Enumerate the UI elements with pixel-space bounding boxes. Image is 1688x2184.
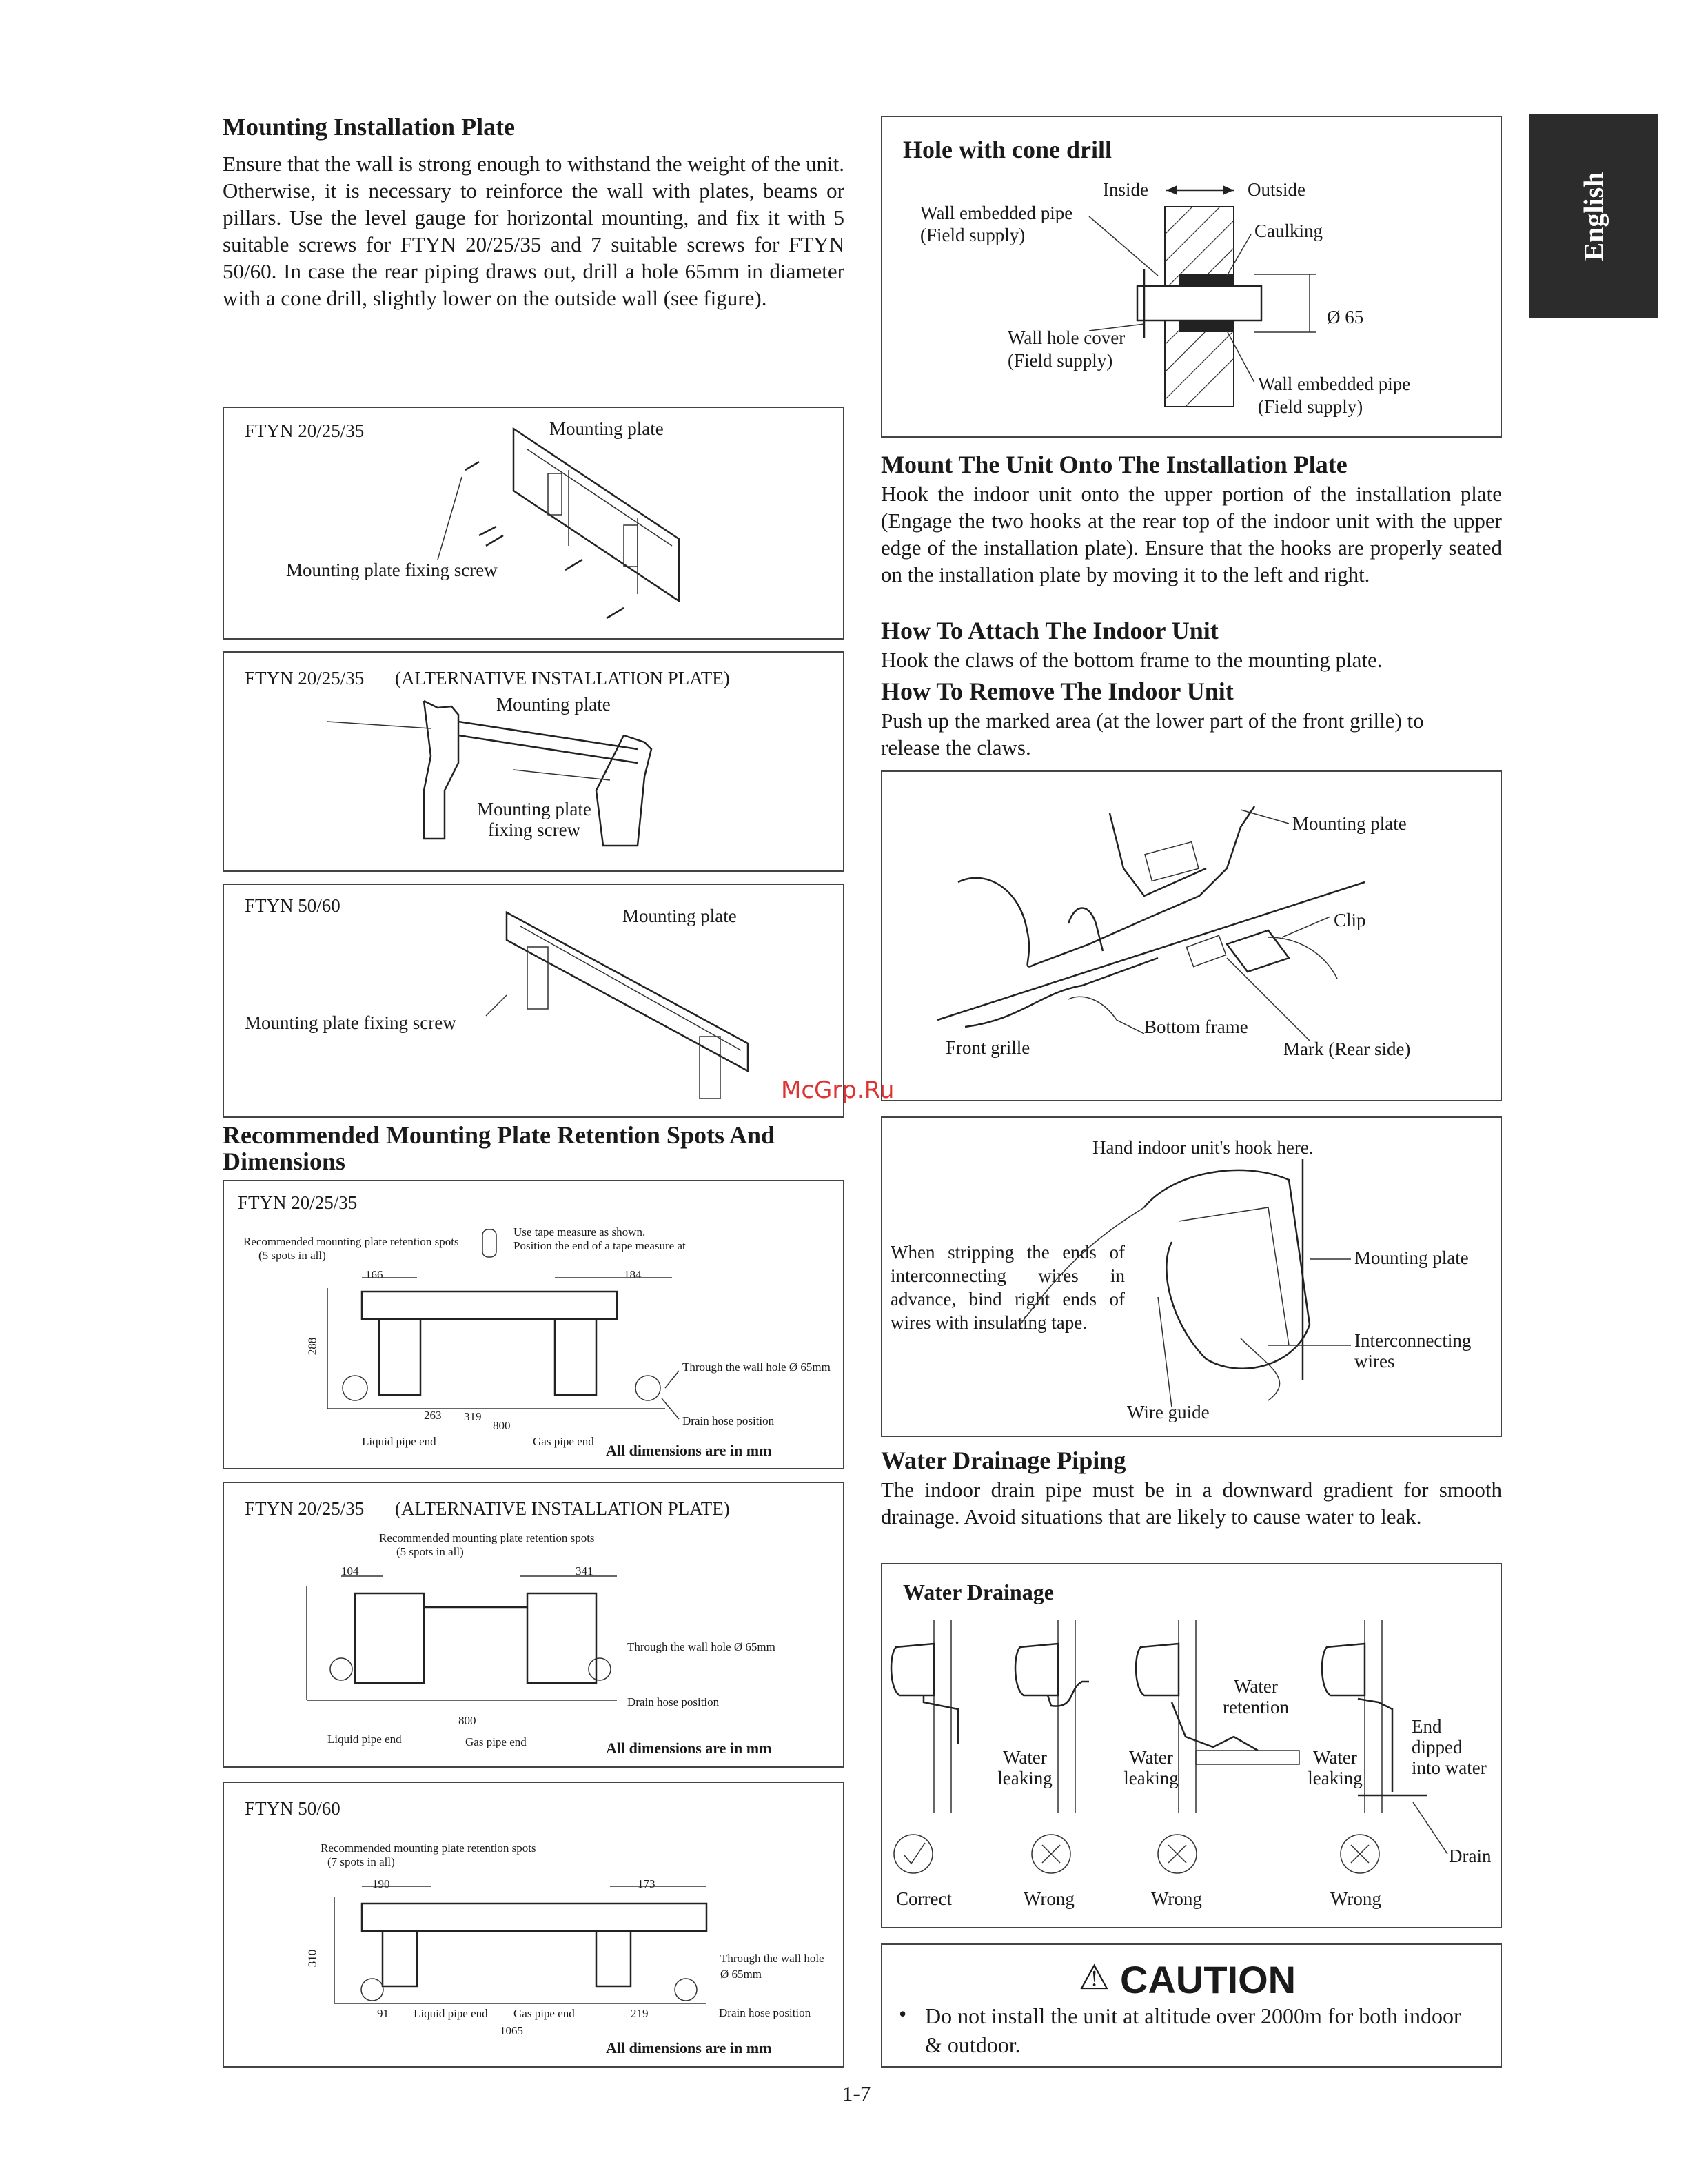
dim3-310: 310 [305, 1949, 319, 1968]
dimension-figure-3 [223, 1782, 844, 2068]
hook-fig-hand: Hand indoor unit's hook here. [1092, 1137, 1314, 1158]
dim2-104: 104 [341, 1564, 359, 1578]
language-tab [1529, 114, 1658, 318]
clip-fig-mark: Mark (Rear side) [1283, 1039, 1411, 1059]
watermark: McGrp.Ru [781, 1076, 895, 1104]
fig1-drawing [224, 408, 846, 641]
clip-fig-plate: Mounting plate [1292, 813, 1407, 834]
hook-fig-wires: Interconnecting wires [1354, 1330, 1472, 1371]
dim1-liquid: Liquid pipe end [362, 1435, 436, 1448]
dim2-drain: Drain hose position [627, 1695, 720, 1708]
dim2-gas: Gas pipe end [465, 1735, 527, 1748]
fig3-plate-label: Mounting plate [622, 906, 737, 926]
dim3-219: 219 [631, 2007, 649, 2020]
dim3-1065: 1065 [500, 2024, 523, 2037]
caution-title: CAUTION [1120, 1958, 1296, 2001]
fig2-alt-label: (ALTERNATIVE INSTALLATION PLATE) [395, 668, 730, 688]
attach-text: Hook the claws of the bottom frame to the mounting plate. [881, 648, 1383, 672]
dim1-263: 263 [424, 1409, 442, 1422]
dim2-model: FTYN 20/25/35 [245, 1498, 365, 1519]
hole-cover-label: Wall hole cover [1008, 327, 1126, 348]
clip-fig-clip: Clip [1334, 910, 1366, 930]
dim3-drain: Drain hose position [719, 2006, 811, 2019]
mounting-plate-heading: Mounting Installation Plate [223, 113, 516, 141]
mounting-plate-figure-1 [223, 407, 844, 640]
dim1-drawing [224, 1181, 846, 1471]
dim2-spots-count: (5 spots in all) [396, 1545, 464, 1558]
wall-pipe-field: (Field supply) [920, 225, 1026, 245]
dim3-173: 173 [638, 1877, 655, 1890]
clip-drawing [882, 772, 1503, 1103]
caution-box [881, 1943, 1502, 2068]
hook-fig-plate: Mounting plate [1354, 1247, 1469, 1268]
warning-icon: ⚠ [1079, 1957, 1110, 1997]
clip-figure [881, 770, 1502, 1101]
wall-pipe2-field: (Field supply) [1258, 396, 1363, 417]
dim1-tape2: Position the end of a tape measure at [513, 1239, 686, 1252]
dim1-800: 800 [493, 1419, 511, 1432]
dim3-91: 91 [377, 2007, 389, 2020]
dim1-units-note: All dimensions are in mm [606, 1442, 772, 1459]
end-dipped-label: End dipped into water [1412, 1716, 1487, 1778]
cone-drill-drawing [882, 117, 1503, 439]
leak-label-2: Water leaking [1123, 1747, 1179, 1788]
dim2-units-note: All dimensions are in mm [606, 1739, 772, 1757]
clip-fig-bottom: Bottom frame [1144, 1017, 1248, 1037]
fig2-plate-label: Mounting plate [496, 694, 611, 715]
dim2-spots-label: Recommended mounting plate retention spots [379, 1531, 595, 1544]
leak-label-3: Water leaking [1308, 1747, 1363, 1788]
wrong-label-2: Wrong [1151, 1888, 1202, 1909]
outside-label: Outside [1248, 179, 1305, 200]
remove-heading: How To Remove The Indoor Unit [881, 677, 1234, 705]
dim1-gas: Gas pipe end [533, 1435, 594, 1448]
water-drainage-title: Water Drainage [903, 1580, 1054, 1604]
dim3-through2: Ø 65mm [720, 1968, 762, 1981]
drainage-drawing [882, 1564, 1503, 1930]
dim2-800: 800 [458, 1714, 476, 1727]
correct-label: Correct [896, 1888, 952, 1909]
caution-bullet: • [899, 2001, 907, 2026]
dim1-model: FTYN 20/25/35 [238, 1192, 358, 1213]
dim3-gas: Gas pipe end [513, 2007, 575, 2020]
dim1-drain: Drain hose position [682, 1414, 775, 1427]
page-number: 1-7 [842, 2081, 871, 2105]
hook-figure [881, 1116, 1502, 1437]
dim1-spots-label: Recommended mounting plate retention spots [243, 1235, 459, 1248]
dim3-spots-label: Recommended mounting plate retention spots [321, 1841, 536, 1855]
dim1-tape1: Use tape measure as shown. [513, 1225, 646, 1238]
mounting-plate-text: Ensure that the wall is strong enough to withstand the weight of the unit. Otherwise, it is necessary to reinforce the wall with plates, beams or pillars. Use the level gauge for horizontal mounting, and fix it with 5 suitable screws for FTYN 20/25/35 and 7 suitable screws for FTYN 50/60. In case the rear piping draws out, drill a hole 65mm in diameter with a cone drill, slightly lower on the outside wall (see figure). [223, 152, 844, 310]
dim3-drawing [224, 1783, 846, 2069]
caulking-label: Caulking [1254, 221, 1323, 241]
dim3-190: 190 [372, 1877, 390, 1890]
caution-text: Do not install the unit at altitude over 2000m for both indoor & outdoor. [925, 2003, 1461, 2057]
dim3-model: FTYN 50/60 [245, 1798, 340, 1819]
clip-fig-front: Front grille [946, 1037, 1030, 1058]
cone-drill-figure [881, 116, 1502, 438]
drain-label: Drain [1449, 1846, 1492, 1866]
dim2-alt-label: (ALTERNATIVE INSTALLATION PLATE) [395, 1498, 730, 1519]
dim3-through: Through the wall hole [720, 1952, 824, 1965]
fig1-screw-label: Mounting plate fixing screw [286, 560, 498, 580]
hook-fig-strip: When stripping the ends of interconnecting wires in advance, bind right ends of wires with insulating tape. [891, 1242, 1125, 1333]
fig3-drawing [224, 885, 846, 1119]
dim1-through: Through the wall hole Ø 65mm [682, 1360, 831, 1374]
fig2-screw-label: Mounting plate fixing screw [477, 799, 591, 840]
dimension-figure-1 [223, 1180, 844, 1469]
retention-heading: Recommended Mounting Plate Retention Spots And Dimensions [223, 1121, 775, 1175]
mounting-plate-figure-3 [223, 884, 844, 1118]
drain-heading: Water Drainage Piping [881, 1447, 1126, 1474]
dim1-288: 288 [305, 1337, 319, 1356]
fig3-model: FTYN 50/60 [245, 895, 340, 916]
fig1-model: FTYN 20/25/35 [245, 420, 365, 441]
fig1-plate-label: Mounting plate [549, 418, 664, 439]
hook-fig-guide: Wire guide [1127, 1402, 1210, 1422]
fig2-drawing [224, 653, 846, 873]
dim2-through: Through the wall hole Ø 65mm [627, 1640, 775, 1653]
hook-drawing [882, 1118, 1503, 1438]
dim1-spots-count: (5 spots in all) [258, 1249, 326, 1262]
inside-label: Inside [1103, 179, 1148, 200]
dim3-liquid: Liquid pipe end [414, 2007, 488, 2020]
retention-label: Water retention [1223, 1676, 1289, 1717]
mount-unit-heading: Mount The Unit Onto The Installation Plate [881, 451, 1348, 478]
dim1-184: 184 [624, 1268, 642, 1281]
wall-pipe-label: Wall embedded pipe [920, 203, 1073, 223]
cone-drill-heading: Hole with cone drill [903, 136, 1112, 163]
mount-unit-text: Hook the indoor unit onto the upper portion of the installation plate (Engage the two hooks at the rear top of the indoor unit with the upper edge of the installation plate). Ensure that the hooks are properly seated on the installation plate by moving it to the left and right. [881, 482, 1502, 586]
dimension-figure-2 [223, 1482, 844, 1768]
dim1-166: 166 [365, 1268, 383, 1281]
dim3-spots-count: (7 spots in all) [327, 1855, 395, 1868]
fig2-model: FTYN 20/25/35 [245, 668, 365, 688]
dim1-319: 319 [464, 1410, 482, 1423]
mounting-plate-figure-2 [223, 651, 844, 872]
dim2-341: 341 [576, 1564, 593, 1578]
dim2-drawing [224, 1483, 846, 1769]
water-drainage-figure [881, 1563, 1502, 1928]
drain-text: The indoor drain pipe must be in a downward gradient for smooth drainage. Avoid situations that are likely to cause water to leak. [881, 1478, 1502, 1529]
wrong-label-1: Wrong [1024, 1888, 1075, 1909]
dim2-liquid: Liquid pipe end [327, 1733, 402, 1746]
attach-heading: How To Attach The Indoor Unit [881, 617, 1219, 644]
wrong-label-3: Wrong [1330, 1888, 1381, 1909]
hole-cover-field: (Field supply) [1008, 350, 1113, 371]
wall-pipe2-label: Wall embedded pipe [1258, 374, 1411, 394]
remove-text: Push up the marked area (at the lower part of the front grille) to release the claws. [881, 708, 1424, 759]
dim3-units-note: All dimensions are in mm [606, 2039, 772, 2057]
diameter-label: Ø 65 [1327, 307, 1364, 327]
fig3-screw-label: Mounting plate fixing screw [245, 1012, 456, 1033]
language-tab-label: English [1578, 172, 1609, 261]
leak-label-1: Water leaking [997, 1747, 1053, 1788]
